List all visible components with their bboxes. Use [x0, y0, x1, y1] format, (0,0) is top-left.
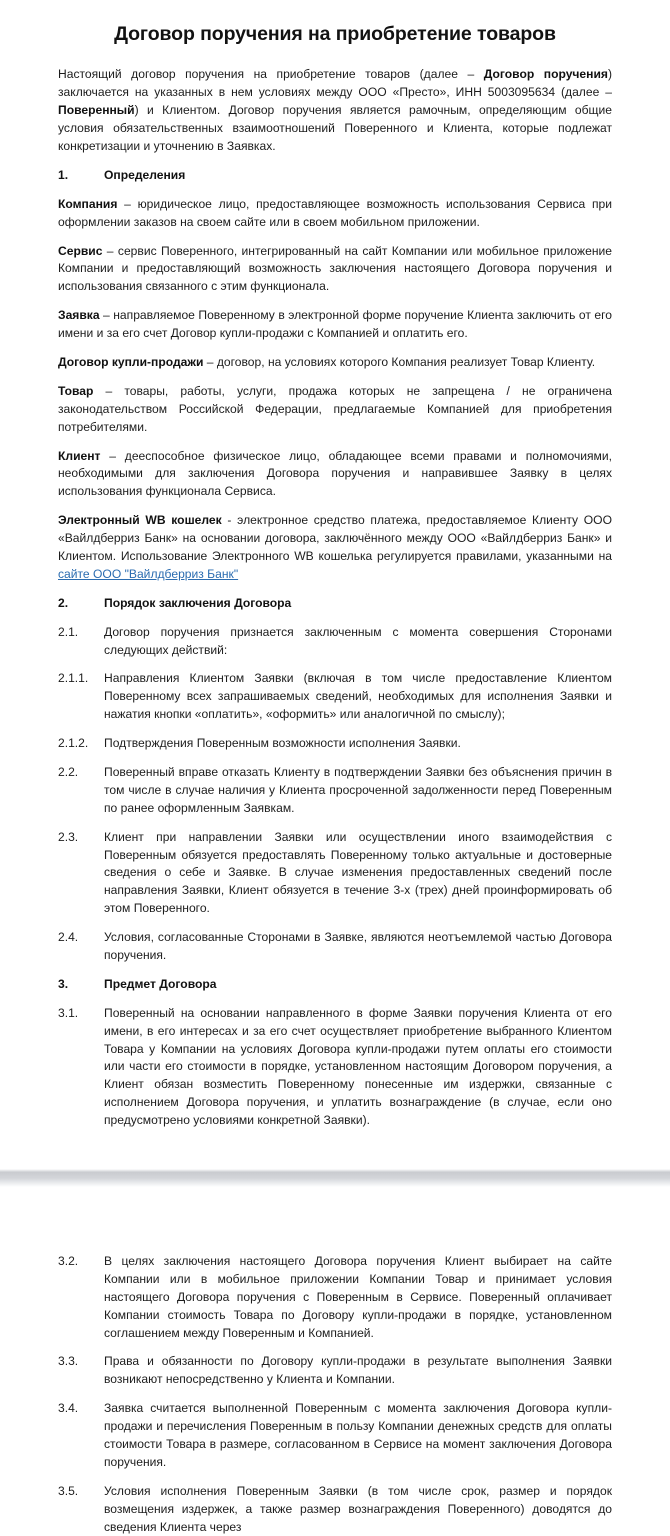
section-title: Предмет Договора	[104, 976, 217, 991]
preamble-text-b: ) заключается на указанных в нем условиях между ООО «Престо», ИНН 5003095634 (далее –	[58, 67, 612, 100]
clause-2-2	[58, 764, 612, 818]
clause-number: 3.5.	[58, 1483, 79, 1498]
clause-3-2	[58, 1253, 612, 1342]
section-heading-1	[58, 167, 612, 185]
clause-number: 3.1.	[58, 1005, 79, 1020]
clause-text: Условия, согласованные Сторонами в Заявке, являются неотъемлемой частью Договора поручения.	[104, 930, 612, 962]
clause-number: 2.1.1.	[58, 671, 89, 686]
page-break-separator	[0, 1159, 670, 1201]
definition-term: Компания	[58, 196, 118, 211]
clause-number: 2.2.	[58, 764, 79, 779]
section-number: 2.	[58, 595, 69, 610]
clause-2-1-2	[58, 735, 612, 753]
section-number: 1.	[58, 167, 69, 182]
clause-text: Поверенный вправе отказать Клиенту в подтверждении Заявки без объяснения причин в том числе в случае наличия у Клиента просроченной задолженности перед Поверенным по ранее оформленным Заявкам.	[104, 764, 612, 815]
definition-term: Договор купли-продажи	[58, 354, 204, 369]
clause-text: Подтверждения Поверенным возможности исполнения Заявки.	[104, 736, 461, 751]
definition-term: Заявка	[58, 308, 100, 323]
clause-text: Направления Клиентом Заявки (включая в том числе предоставление Клиентом Поверенному всех запрашиваемых сведений, необходимых для исполнения Заявки и нажатия кнопки «оплатить», «оформить» или аналогичной по смыслу);	[104, 671, 612, 722]
definition-body: - электронное средство платежа, предоставляемое Клиенту ООО «Вайлдберриз Банк» на основании договора, заключённого между ООО «Вайлдберриз Банк» и Клиентом. Использование Электронного WB кошелька регулируется правилами, указанными на	[58, 513, 612, 563]
clause-3-5	[58, 1483, 612, 1536]
definition-term: Товар	[58, 383, 94, 398]
preamble-text-a: Настоящий договор поручения на приобретение товаров (далее –	[58, 67, 484, 82]
clause-number: 2.4.	[58, 930, 79, 945]
definition-klient	[58, 448, 612, 502]
clause-text: Поверенный на основании направленного в форме Заявки поручения Клиента от его имени, в его интересах и за его счет осуществляет приобретение выбранного Клиентом Товара у Компании на условиях Договора купли-продажи путем оплаты его стоимости или части его стоимости в порядке, установленном настоящим Договором поручения, а Клиент обязан возместить Поверенному понесенные им издержки, связанные с исполнением Договора поручения, и уплатить вознаграждение (в случае, если оно предусмотрено условиями конкретной Заявки).	[104, 1005, 612, 1128]
clause-3-4	[58, 1400, 612, 1472]
clause-number: 3.4.	[58, 1401, 79, 1416]
clause-3-1	[58, 1005, 612, 1130]
clause-number: 3.3.	[58, 1354, 79, 1369]
definition-tovar	[58, 383, 612, 437]
clause-text: Условия исполнения Поверенным Заявки (в том числе срок, размер и порядок возмещения издержек, а также размер вознаграждения Поверенного) доводятся до сведения Клиента через	[104, 1483, 612, 1534]
clause-text: Заявка считается выполненной Поверенным с момента заключения Договора купли-продажи и перечисления Поверенным в пользу Компании денежных средств для оплаты стоимости Товара в размере, согласованном в Сервисе на момент заключения Договора поручения.	[104, 1401, 612, 1469]
section-heading-2	[58, 595, 612, 613]
preamble-text-c: ) и Клиентом. Договор поручения является рамочным, определяющим общие условия обязательственных взаимоотношений Поверенного и Клиента, которые подлежат конкретизации и уточнению в Заявках.	[58, 103, 612, 153]
term-poverennyy: Поверенный	[58, 103, 135, 118]
section-title: Определения	[104, 167, 186, 182]
clause-2-1	[58, 624, 612, 660]
wildberries-bank-site-link[interactable]: сайте ООО "Вайлдберриз Банк"	[58, 566, 239, 581]
clause-text: Договор поручения признается заключенным с момента совершения Сторонами следующих действий:	[104, 624, 612, 657]
clause-2-1-1	[58, 670, 612, 724]
definition-kompaniya	[58, 196, 612, 232]
preamble-paragraph	[58, 66, 612, 155]
clause-number: 2.1.2.	[58, 736, 89, 751]
clause-text: Клиент при направлении Заявки или осуществлении иного взаимодействия с Поверенным обязуется предоставлять Поверенному только актуальные и достоверные сведения о себе и Заявке. В случае изменения предоставленных сведений после направления Заявки, Клиент обязуется в течение 3-х (трех) дней проинформировать об этом Поверенного.	[104, 829, 612, 916]
definition-body: – дееспособное физическое лицо, обладающее всеми правами и полномочиями, необходимыми для заключения Договора поручения и направившее Заявку в целях использования функционала Сервиса.	[58, 448, 612, 499]
definition-term: Сервис	[58, 243, 103, 258]
section-title: Порядок заключения Договора	[104, 595, 292, 610]
page-break-shadow	[0, 1169, 670, 1187]
clause-number: 3.2.	[58, 1254, 79, 1269]
section-number: 3.	[58, 976, 69, 991]
clause-2-3	[58, 829, 612, 918]
definition-body: – товары, работы, услуги, продажа которых не запрещена / не ограничена законодательством Российской Федерации, предлагаемые Компанией для приобретения потребителями.	[58, 383, 612, 434]
clause-text: В целях заключения настоящего Договора поручения Клиент выбирает на сайте Компании или в мобильное приложении Компании Товар и принимает условия настоящего Договора поручения с Поверенным в Сервисе. Поверенный оплачивает Компании стоимость Товара по Договору купли-продажи в порядке, установленном соглашением между Поверенным и Компанией.	[104, 1254, 612, 1340]
clause-number: 2.3.	[58, 829, 79, 844]
document-page-2	[0, 1201, 670, 1536]
definition-body: – договор, на условиях которого Компания реализует Товар Клиенту.	[203, 354, 596, 369]
page-title: Договор поручения на приобретение товаров	[114, 23, 556, 45]
term-dogovor-porucheniya: Договор поручения	[483, 67, 608, 82]
definition-body: – юридическое лицо, предоставляющее возможность использования Сервиса при оформлении заказов на своем сайте или в своем мобильном приложении.	[58, 196, 612, 229]
definition-term: Электронный WB кошелек	[58, 513, 222, 528]
definition-body: – направляемое Поверенному в электронной форме поручение Клиента заключить от его имени и за его счет Договор купли-продажи с Компанией и оплатить его.	[58, 308, 612, 341]
definition-dogovor-kupli-prodazhi	[58, 354, 612, 372]
section-heading-3	[58, 976, 612, 994]
clause-text: Права и обязанности по Договору купли-продажи в результате выполнения Заявки возникают непосредственно у Клиента и Компании.	[104, 1354, 612, 1387]
definition-wb-wallet	[58, 512, 612, 584]
clause-number: 2.1.	[58, 624, 79, 639]
clause-3-3	[58, 1353, 612, 1389]
definition-servis	[58, 243, 612, 297]
clause-2-4	[58, 929, 612, 965]
definition-body: – сервис Поверенного, интегрированный на сайт Компании или мобильное приложение Компании и предоставляющий возможность заключения настоящего Договора поручения и использования связанного с этим функционала.	[58, 243, 612, 294]
definition-zayavka	[58, 307, 612, 343]
definition-term: Клиент	[58, 448, 101, 463]
